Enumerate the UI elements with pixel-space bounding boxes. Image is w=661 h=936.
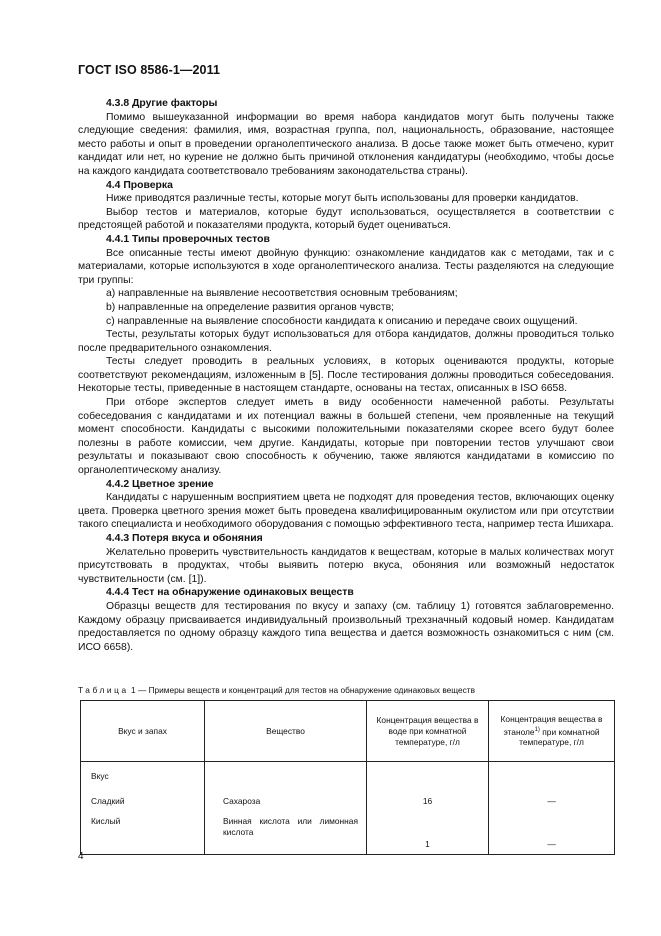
footnote-marker: 1) [534, 726, 540, 733]
body-text [78, 97, 614, 654]
header-ethanol-conc [489, 701, 615, 762]
section-heading: 4.4 Проверка [106, 179, 173, 191]
table-row [81, 790, 615, 812]
cell-taste: Кислый [81, 812, 205, 855]
cell-substance: Винная кислота или лимонная кислота [205, 812, 367, 855]
paragraph: Желательно проверить чувствительность кандидатов к веществам, которые в малых количествах могут присутствовать в продуктах, чтобы выявить потерю вкуса, обоняния или возможный недостаток чувствительности (см. [1]). [78, 546, 614, 585]
paragraph: Кандидаты с нарушенным восприятием цвета не подходят для проведения тестов, включающих оценку цвета. Проверка цветного зрения может быть проведена квалифицированным окулистом или при отсутствии такого специалиста и необходимого оборудования с помощью эффективного теста, например теста Ишихара. [78, 492, 614, 531]
document-header: ГОСТ ISO 8586-1—2011 [78, 63, 221, 77]
paragraph: При отборе экспертов следует иметь в виду особенности намеченной работы. Результаты собеседования с кандидатами и их потенциал важны в большей степени, чем проявленные на текущий момент способности. Кандидаты с высокими положительными показателями скорее всего будут более полезны в работе комиссии, чем другие. Кандидаты, которые при повторении тестов улучшают свои результаты и показывают свою способность к обучению, также являются кандидатами в комиссию по органолептическому анализу. [78, 397, 614, 477]
table-caption-label: Таблица [78, 685, 129, 695]
list-item: c) направленные на выявление способности кандидата к описанию и передаче своих ощущений. [106, 315, 578, 327]
header-ethanol-post: при комнатной температуре, г/л [519, 726, 600, 748]
table-caption [78, 685, 475, 695]
paragraph: Тесты, результаты которых будут использоваться для отбора кандидатов, должны проводиться только после предварительного ознакомления. [78, 329, 614, 354]
section-heading: 4.4.1 Типы проверочных тестов [106, 233, 270, 245]
cell-substance: Сахароза [205, 790, 367, 812]
section-heading: 4.4.4 Тест на обнаружение одинаковых веществ [106, 587, 354, 599]
header-substance: Вещество [205, 701, 367, 762]
paragraph: Помимо вышеуказанной информации во время набора кандидатов могут быть получены также следующие сведения: фамилия, имя, возрастная группа, пол, национальность, образование, настоящее место работы и опыт в проведении органолептического анализа. В досье также может быть отмечено, курит кандидат или нет, но курение не должно быть причиной отклонения кандидатуры (необходимо, чтобы досье на каждого кандидата соответствовало требованиям законодательства страны). [78, 111, 614, 177]
section-heading: 4.4.3 Потеря вкуса и обоняния [106, 533, 263, 544]
header-taste: Вкус и запах [81, 701, 205, 762]
paragraph: Ниже приводятся различные тесты, которые могут быть использованы для проверки кандидатов. [106, 193, 579, 205]
substances-table [80, 700, 615, 855]
header-water-conc: Концентрация вещества в воде при комнатной температуре, г/л [367, 701, 489, 762]
list-item: a) направленные на выявление несоответствия основным требованиям; [106, 288, 458, 300]
cell-ethanol: — [489, 812, 615, 855]
table-group-row [81, 762, 615, 791]
paragraph: Тесты следует проводить в реальных условиях, в которых оцениваются продукты, которые соответствуют рекомендациям, изложенным в [5]. После тестирования должны проводиться собеседования. Некоторые тесты, приведенные в настоящем стандарте, основаны на тестах, описанных в ISO 6658. [78, 356, 614, 395]
cell-water: 16 [367, 790, 489, 812]
page-number: 4 [78, 851, 84, 862]
paragraph: Выбор тестов и материалов, которые будут использоваться, осуществляется в соответствии с предстоящей работой и показателями продукта, который будет оцениваться. [78, 206, 614, 232]
table-caption-text: 1 — Примеры веществ и концентраций для тестов на обнаружение одинаковых веществ [131, 685, 475, 695]
paragraph: Образцы веществ для тестирования по вкусу и запаху (см. таблицу 1) готовятся заблаговременно. Каждому образцу присваивается индивидуальный произвольный трехзначный кодовый номер. Кандидатам предоставляется по одному образцу каждого типа вещества и дается возможность ознакомиться с ним (см. ИСО 6658). [78, 600, 614, 653]
table-header-row [81, 701, 615, 762]
cell-ethanol: — [489, 790, 615, 812]
cell-taste: Сладкий [81, 790, 205, 812]
cell-water: 1 [367, 812, 489, 855]
section-heading: 4.4.2 Цветное зрение [106, 478, 214, 490]
section-heading: 4.3.8 Другие факторы [106, 98, 218, 109]
list-item: b) направленные на определение развития органов чувств; [106, 301, 395, 313]
group-label: Вкус [81, 762, 205, 791]
table-row [81, 812, 615, 855]
paragraph: Все описанные тесты имеют двойную функцию: ознакомление кандидатов как с методами, так и с материалами, которые используются в ходе органолептического анализа. Тесты разделяются на следующие три группы: [78, 247, 614, 286]
header-ethanol-pre: Концентрация вещества в этаноле [500, 713, 603, 737]
